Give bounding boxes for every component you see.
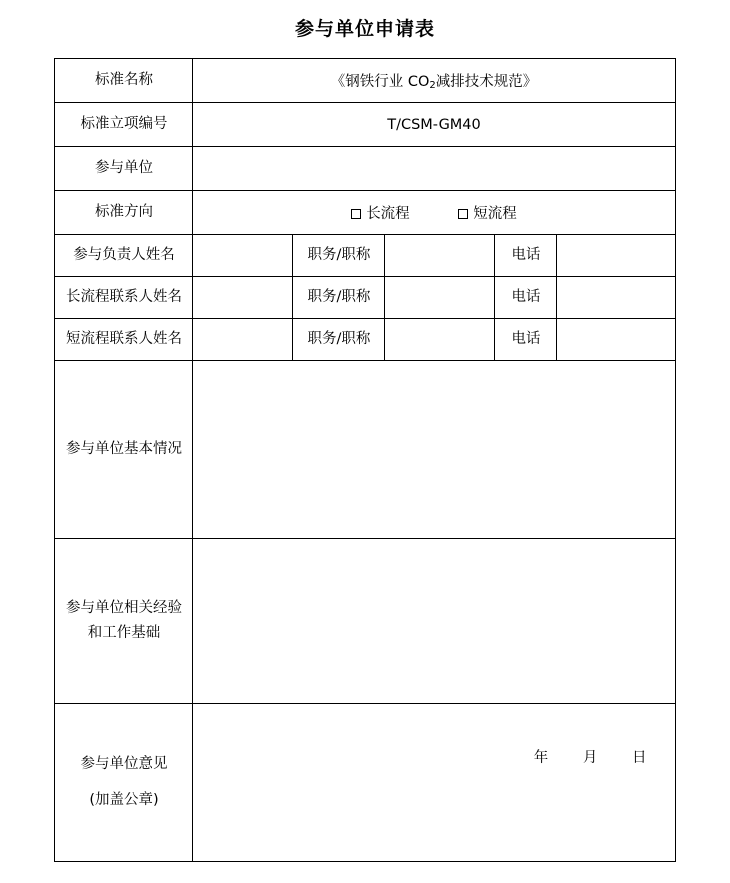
value-responsible-person-title[interactable] [385, 235, 495, 277]
label-short-process-contact-phone: 电话 [495, 319, 557, 361]
application-form-table [54, 58, 675, 862]
table-row-standard-direction [55, 191, 675, 235]
label-participating-unit: 参与单位 [55, 147, 193, 191]
value-standard-name [193, 59, 675, 103]
table-row-short-process-contact [55, 319, 675, 361]
table-row-participating-unit [55, 147, 675, 191]
value-short-process-contact-title[interactable] [385, 319, 495, 361]
value-project-number[interactable]: T/CSM-GM40 [193, 103, 675, 147]
standard-name-prefix: 《钢铁行业 CO [330, 74, 430, 90]
label-experience [55, 539, 193, 704]
checkbox-option-long-process[interactable] [351, 202, 410, 223]
date-month-label: 月 [582, 749, 598, 766]
table-row-opinion [55, 704, 675, 862]
date-line [534, 746, 647, 767]
label-responsible-person-phone: 电话 [495, 235, 557, 277]
document-page [0, 14, 730, 883]
checkbox-label-long-process: 长流程 [366, 206, 410, 222]
value-basic-info[interactable] [193, 361, 675, 539]
table-row-long-process-contact [55, 277, 675, 319]
value-long-process-contact-title[interactable] [385, 277, 495, 319]
value-experience[interactable] [193, 539, 675, 704]
label-responsible-person: 参与负责人姓名 [55, 235, 193, 277]
value-responsible-person-name[interactable] [193, 235, 293, 277]
label-basic-info: 参与单位基本情况 [55, 361, 193, 539]
value-long-process-contact-name[interactable] [193, 277, 293, 319]
label-opinion-line2: (加盖公章) [89, 791, 159, 808]
value-short-process-contact-name[interactable] [193, 319, 293, 361]
label-long-process-contact-phone: 电话 [495, 277, 557, 319]
page-title: 参与单位申请表 [294, 18, 435, 40]
checkbox-icon[interactable] [458, 209, 468, 219]
value-short-process-contact-phone[interactable] [557, 319, 675, 361]
label-opinion [55, 704, 193, 862]
table-row-responsible-person [55, 235, 675, 277]
checkbox-icon[interactable] [351, 209, 361, 219]
value-responsible-person-phone[interactable] [557, 235, 675, 277]
table-row-standard-name [55, 59, 675, 103]
checkbox-option-short-process[interactable] [458, 202, 517, 223]
table-row-experience [55, 539, 675, 704]
label-experience-line2: 和工作基础 [87, 625, 161, 641]
label-standard-direction: 标准方向 [55, 191, 193, 235]
label-long-process-contact-title: 职务/职称 [293, 277, 385, 319]
standard-name-suffix: 减排技术规范》 [435, 74, 538, 90]
label-opinion-line1: 参与单位意见 [80, 756, 168, 773]
table-row-project-number [55, 103, 675, 147]
date-day-label: 日 [632, 749, 647, 766]
standard-name-subscript: 2 [429, 80, 436, 91]
label-experience-line1: 参与单位相关经验 [65, 599, 182, 616]
value-standard-direction [193, 191, 675, 235]
label-standard-name: 标准名称 [55, 59, 193, 103]
label-short-process-contact: 短流程联系人姓名 [55, 319, 193, 361]
value-long-process-contact-phone[interactable] [557, 277, 675, 319]
table-row-basic-info [55, 361, 675, 539]
label-responsible-person-title: 职务/职称 [293, 235, 385, 277]
value-opinion[interactable] [193, 704, 675, 862]
date-year-label: 年 [533, 749, 549, 766]
label-project-number: 标准立项编号 [55, 103, 193, 147]
value-participating-unit[interactable] [193, 147, 675, 191]
label-long-process-contact: 长流程联系人姓名 [55, 277, 193, 319]
label-short-process-contact-title: 职务/职称 [293, 319, 385, 361]
checkbox-label-short-process: 短流程 [473, 206, 517, 222]
